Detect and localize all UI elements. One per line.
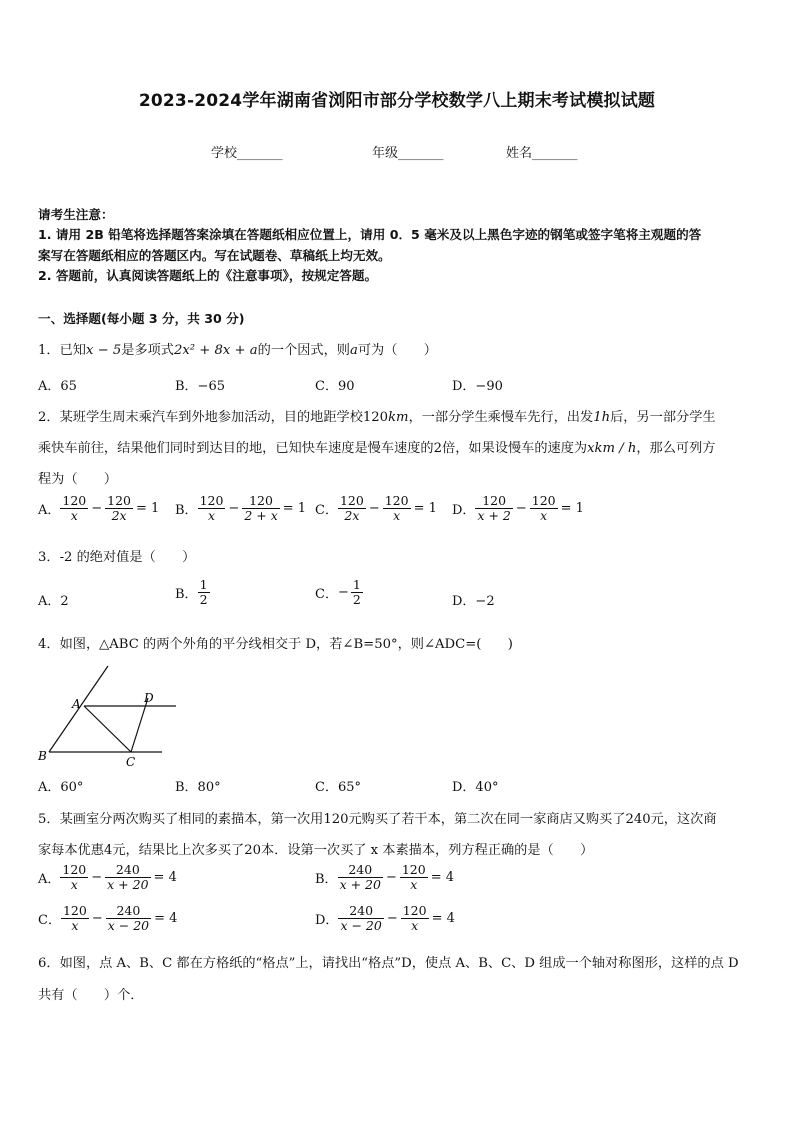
denominator: 2 [199,592,208,608]
q1-stem [38,339,437,358]
numerator: 120 [531,493,556,508]
q1-text-2: 是多项式 [121,343,174,358]
numerator: 1 [352,577,361,592]
fraction [401,904,429,934]
q3-stem: 3．-2 的绝对值是（ ） [38,550,196,565]
q3-option-d: D．−2 [452,594,495,609]
q2-text-1b: ，一部分学生乘慢车先行，出发 [408,410,594,425]
page-title: 2023-2024学年湖南省浏阳市部分学校数学八上期末考试模拟试题 [138,91,656,111]
q5-text-2c: 本．设第一次买了 x 本素描本，列方程正确的是（ ） [260,843,594,858]
q2-option-d [452,494,584,524]
q2-speed-var: xkm / h [587,441,637,456]
grade-label: 年级 [372,146,399,161]
name-blank: _______ [532,146,578,161]
fraction [383,494,411,524]
q1-option-c: C．90 [315,379,355,394]
grade-blank: _______ [398,146,444,161]
school-blank: _______ [237,146,283,161]
q5-discount: 4 [103,843,113,858]
fraction [338,863,383,893]
denominator: x [71,918,79,934]
numerator: 1 [199,577,208,592]
fraction [475,494,512,524]
name-field [506,142,578,161]
minus-sign: − [515,501,527,517]
denominator: x [410,877,418,893]
denominator: 2 [352,592,361,608]
q4-triangle-figure [36,660,176,770]
q2-ratio: 2 [433,441,443,456]
q5-text-2b: 元，结果比上次多买了 [112,843,245,858]
q2-text-1c: 后，另一部分学生 [610,410,716,425]
denominator: x + 20 [339,877,381,893]
q2-stem-line-2 [38,437,715,456]
q5-option-b [315,863,454,893]
fraction [105,494,133,524]
equals: = 4 [431,911,455,927]
numerator: 120 [107,493,132,508]
q4-stem: 4．如图，△ABC 的两个外角的平分线相交于 D，若∠B=50°，则∠ADC=( ) [38,637,513,652]
q2-text-2b: 倍，如果设慢车的速度为 [442,441,588,456]
notice-line-2: 2. 答题前，认真阅读答题纸上的《注意事项》，按规定答题。 [38,268,378,283]
q1-text-1: 1．已知 [38,343,86,358]
q2-option-a [38,494,159,524]
q1-expr-2: 2x² + 8x + a [173,343,258,358]
minus-sign: − [386,911,398,927]
numerator: 120 [384,493,409,508]
q4-option-d: D．40° [452,780,499,795]
minus-sign: − [368,501,380,517]
option-label: A． [38,872,61,888]
option-label: B． [175,587,198,603]
minus-sign: − [91,870,103,886]
q3-option-a: A．2 [38,594,69,609]
q6-stem-line-2: 共有（ ）个． [38,988,144,1003]
numerator: 120 [62,862,87,877]
option-label: D． [452,503,476,519]
equals: = 4 [430,870,455,886]
fraction [242,494,279,524]
fraction [60,494,88,524]
numerator: 240 [105,863,150,878]
numerator: 240 [338,904,383,919]
q2-hour: 1h [593,410,611,425]
grade-field [372,142,444,161]
fraction [351,578,363,608]
equals: = 1 [136,501,160,517]
equals: = 1 [413,501,437,517]
q5-option-d [315,904,455,934]
q5-amount-2: 240 [625,812,651,827]
q5-stem-line-2 [38,839,593,858]
minus-sign: − [337,585,349,601]
q5-text-1b: 元购买了若干本，第二次在同一家商店又购买了 [348,812,626,827]
school-field [211,142,283,161]
option-label: B． [175,503,198,519]
option-label: D． [315,913,339,929]
equals: = 4 [154,911,178,927]
fraction [338,494,366,524]
q2-option-c [315,494,437,524]
numerator: 120 [62,493,87,508]
q5-stem-line-1 [38,808,717,827]
q2-option-b [175,494,306,524]
label-b: B [38,749,47,763]
q1-option-a: A．65 [38,379,77,394]
q2-text-1a: 2．某班学生周末乘汽车到外地参加活动，目的地距学校 [38,410,363,425]
q6-stem-line-1: 6．如图，点 A、B、C 都在方格纸的“格点”上，请找出“格点”D，使点 A、B、C、D 组成一个轴对称图形，这样的点 D [38,956,739,971]
fraction [61,904,89,934]
fraction [530,494,558,524]
q1-option-d: D．−90 [452,379,503,394]
fraction [198,494,226,524]
q4-option-b: B．80° [175,780,221,795]
fraction [106,904,151,934]
numerator: 120 [242,494,279,509]
name-label: 姓名 [506,146,533,161]
fraction [338,904,383,934]
option-label: C． [38,913,61,929]
fraction [105,863,150,893]
q2-unit: km [388,410,409,425]
q1-var: a [349,343,358,358]
notice-line-1a: 1. 请用 2B 铅笔将选择题答案涂填在答题纸相应位置上，请用 0．5 毫米及以上黑色字迹的钢笔或签字笔将主观题的答 [38,227,702,242]
q2-stem-line-1 [38,406,716,425]
denominator: x − 20 [107,918,150,934]
q5-option-c [38,904,177,934]
q3-option-b [175,578,210,608]
q5-option-a [38,863,177,893]
denominator: 2 + x [244,508,278,524]
denominator: x [207,508,216,524]
fraction [198,578,210,608]
q2-stem-line-3: 程为（ ） [38,472,118,487]
denominator: x + 2 [477,508,511,524]
label-a: A [72,697,81,711]
q1-text-4: 可为（ ） [357,343,437,358]
denominator: x − 20 [340,918,382,934]
denominator: 2x [111,508,127,524]
q5-text-1a: 5．某画室分两次购买了相同的素描本，第一次用 [38,812,324,827]
section-heading: 一、选择题(每小题 3 分，共 30 分) [38,311,245,326]
q1-text-3: 的一个因式，则 [257,343,350,358]
equals: = 1 [282,501,307,517]
numerator: 120 [339,493,364,508]
denominator: 2x [344,508,360,524]
q5-extra: 20 [244,843,261,858]
q4-option-a: A．60° [38,780,84,795]
school-label: 学校 [211,146,238,161]
numerator: 120 [62,903,87,918]
numerator: 120 [401,862,426,877]
numerator: 120 [199,493,224,508]
q2-text-2a: 乘快车前往，结果他们同时到达目的地，已知快车速度是慢车速度的 [38,441,434,456]
option-label: A． [38,503,61,519]
q4-option-c: C．65° [315,780,361,795]
numerator: 240 [338,863,383,878]
q2-distance: 120 [362,410,389,425]
minus-sign: − [385,870,397,886]
equals: = 1 [560,501,584,517]
notice-heading: 请考生注意： [38,207,114,222]
denominator: x [70,508,78,524]
minus-sign: − [228,501,240,517]
denominator: x [70,877,78,893]
label-d: D [144,691,154,705]
numerator: 120 [402,903,427,918]
q1-expr-1: x − 5 [85,343,122,358]
option-label: B． [315,872,338,888]
q3-option-c [315,578,363,608]
q1-option-b: B．−65 [175,379,225,394]
option-label: C． [315,587,338,603]
denominator: x [393,508,401,524]
fraction [60,863,88,893]
line-ac [84,706,131,752]
equals: = 4 [153,870,177,886]
notice-line-1b: 案写在答题纸相应的答题区内。写在试题卷、草稿纸上均无效。 [38,248,391,263]
denominator: x + 20 [107,877,149,893]
minus-sign: − [91,911,103,927]
denominator: x [411,918,419,934]
numerator: 240 [106,904,151,919]
q5-text-1c: 元，这次商 [650,812,717,827]
q5-amount-1: 120 [323,812,349,827]
denominator: x [540,508,548,524]
option-label: C． [315,503,338,519]
q5-text-2a: 家每本优惠 [38,843,104,858]
minus-sign: − [91,501,103,517]
fraction [400,863,428,893]
label-c: C [126,755,136,769]
q2-text-2c: ，那么可列方 [636,441,716,456]
numerator: 120 [475,494,512,509]
